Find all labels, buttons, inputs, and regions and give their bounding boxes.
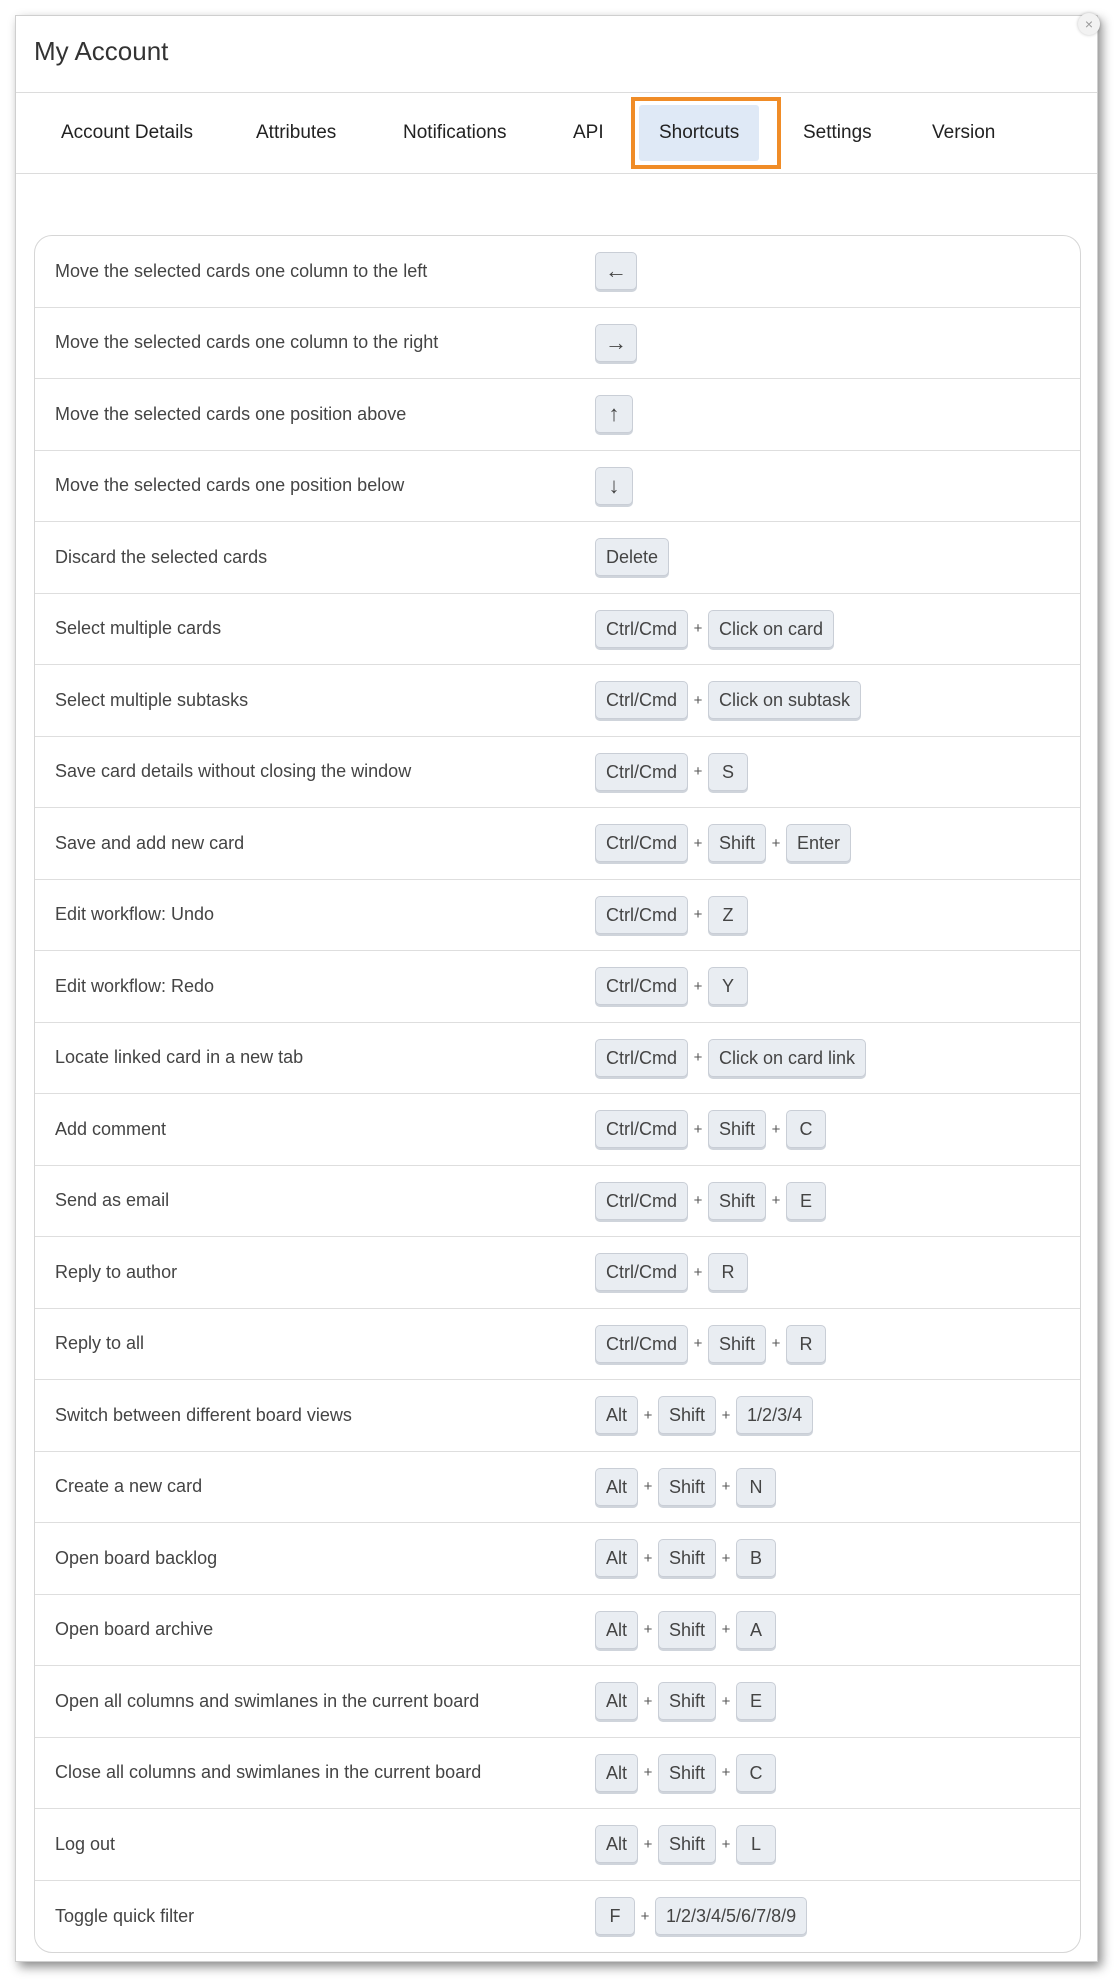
shortcut-row bbox=[35, 880, 1080, 952]
my-account-dialog bbox=[15, 15, 1098, 1962]
shortcut-description: Move the selected cards one column to the right bbox=[55, 332, 439, 353]
shortcut-keys bbox=[595, 1110, 826, 1148]
key-cap: ↑ bbox=[595, 395, 633, 433]
shortcut-keys bbox=[595, 1754, 776, 1792]
key-cap: Alt bbox=[595, 1611, 638, 1649]
shortcut-keys bbox=[595, 538, 669, 576]
shortcut-keys bbox=[595, 1682, 776, 1720]
shortcut-description: Open all columns and swimlanes in the current board bbox=[55, 1690, 480, 1711]
key-cap: S bbox=[708, 753, 748, 791]
shortcut-description: Select multiple cards bbox=[55, 618, 222, 639]
plus-separator: + bbox=[643, 1692, 653, 1710]
key-cap: → bbox=[595, 324, 637, 362]
shortcut-row bbox=[35, 594, 1080, 666]
key-cap: Shift bbox=[658, 1682, 716, 1720]
key-cap: Shift bbox=[708, 1325, 766, 1363]
key-cap: Alt bbox=[595, 1539, 638, 1577]
shortcut-row bbox=[35, 1881, 1080, 1953]
key-cap: Ctrl/Cmd bbox=[595, 1253, 688, 1291]
shortcut-row bbox=[35, 1523, 1080, 1595]
shortcut-row bbox=[35, 1309, 1080, 1381]
key-cap: 1/2/3/4 bbox=[736, 1396, 813, 1434]
shortcut-description: Save card details without closing the window bbox=[55, 761, 412, 782]
key-cap: Shift bbox=[658, 1611, 716, 1649]
key-cap: R bbox=[708, 1253, 748, 1291]
plus-separator: + bbox=[721, 1478, 731, 1496]
key-cap: Alt bbox=[595, 1682, 638, 1720]
tab-bar bbox=[16, 93, 1097, 174]
key-cap: Click on subtask bbox=[708, 681, 861, 719]
key-cap: E bbox=[736, 1682, 776, 1720]
plus-separator: + bbox=[693, 977, 703, 995]
shortcut-description: Locate linked card in a new tab bbox=[55, 1047, 304, 1068]
shortcut-description: Open board backlog bbox=[55, 1547, 218, 1568]
shortcut-row bbox=[35, 1738, 1080, 1810]
shortcut-row bbox=[35, 451, 1080, 523]
shortcut-row bbox=[35, 1452, 1080, 1524]
shortcut-keys bbox=[595, 1325, 826, 1363]
shortcut-row bbox=[35, 1094, 1080, 1166]
key-cap: C bbox=[786, 1110, 826, 1148]
shortcut-keys bbox=[595, 1825, 776, 1863]
shortcut-keys bbox=[595, 967, 748, 1005]
shortcut-keys bbox=[595, 610, 834, 648]
plus-separator: + bbox=[721, 1764, 731, 1782]
plus-separator: + bbox=[643, 1406, 653, 1424]
key-cap: Shift bbox=[658, 1754, 716, 1792]
shortcut-keys bbox=[595, 1611, 776, 1649]
shortcut-keys bbox=[595, 1539, 776, 1577]
plus-separator: + bbox=[693, 1049, 703, 1067]
plus-separator: + bbox=[771, 1192, 781, 1210]
key-cap: N bbox=[736, 1468, 776, 1506]
key-cap: Shift bbox=[658, 1468, 716, 1506]
shortcut-keys bbox=[595, 824, 851, 862]
shortcut-row bbox=[35, 1595, 1080, 1667]
key-cap: Ctrl/Cmd bbox=[595, 824, 688, 862]
plus-separator: + bbox=[721, 1549, 731, 1567]
shortcut-row bbox=[35, 1380, 1080, 1452]
key-cap: R bbox=[786, 1325, 826, 1363]
plus-separator: + bbox=[693, 1120, 703, 1138]
shortcut-keys bbox=[595, 395, 633, 433]
key-cap: Ctrl/Cmd bbox=[595, 896, 688, 934]
shortcut-description: Log out bbox=[55, 1833, 116, 1854]
key-cap: E bbox=[786, 1182, 826, 1220]
plus-separator: + bbox=[721, 1692, 731, 1710]
dialog-header bbox=[16, 16, 1097, 93]
close-icon[interactable]: × bbox=[1078, 13, 1100, 35]
shortcut-row bbox=[35, 236, 1080, 308]
shortcut-description: Save and add new card bbox=[55, 832, 245, 853]
shortcut-keys bbox=[595, 1468, 776, 1506]
plus-separator: + bbox=[771, 834, 781, 852]
shortcut-row bbox=[35, 379, 1080, 451]
tab-notifications[interactable]: Notifications bbox=[403, 122, 507, 143]
shortcut-description: Toggle quick filter bbox=[55, 1905, 195, 1926]
shortcut-keys bbox=[595, 681, 861, 719]
shortcut-keys bbox=[595, 1396, 813, 1434]
shortcut-description: Switch between different board views bbox=[55, 1404, 352, 1425]
shortcut-description: Edit workflow: Undo bbox=[55, 904, 215, 925]
key-cap: ↓ bbox=[595, 467, 633, 505]
key-cap: Ctrl/Cmd bbox=[595, 753, 688, 791]
shortcut-description: Close all columns and swimlanes in the current board bbox=[55, 1762, 482, 1783]
tab-api[interactable]: API bbox=[573, 122, 604, 143]
key-cap: Alt bbox=[595, 1825, 638, 1863]
plus-separator: + bbox=[643, 1478, 653, 1496]
key-cap: Shift bbox=[708, 1182, 766, 1220]
shortcut-description: Move the selected cards one column to the left bbox=[55, 260, 428, 281]
tab-shortcuts[interactable] bbox=[631, 97, 781, 169]
key-cap: Click on card bbox=[708, 610, 834, 648]
shortcut-description: Reply to author bbox=[55, 1261, 178, 1282]
key-cap: Click on card link bbox=[708, 1039, 866, 1077]
shortcut-description: Create a new card bbox=[55, 1476, 203, 1497]
plus-separator: + bbox=[640, 1907, 650, 1925]
shortcut-keys bbox=[595, 1039, 866, 1077]
plus-separator: + bbox=[693, 763, 703, 781]
plus-separator: + bbox=[643, 1621, 653, 1639]
plus-separator: + bbox=[693, 1192, 703, 1210]
key-cap: Ctrl/Cmd bbox=[595, 681, 688, 719]
shortcut-keys bbox=[595, 896, 748, 934]
shortcut-description: Send as email bbox=[55, 1190, 170, 1211]
plus-separator: + bbox=[643, 1764, 653, 1782]
key-cap: Delete bbox=[595, 538, 669, 576]
key-cap: Ctrl/Cmd bbox=[595, 1110, 688, 1148]
shortcut-description: Move the selected cards one position below bbox=[55, 475, 405, 496]
plus-separator: + bbox=[693, 691, 703, 709]
shortcut-row bbox=[35, 1166, 1080, 1238]
shortcut-description: Discard the selected cards bbox=[55, 546, 268, 567]
shortcut-description: Select multiple subtasks bbox=[55, 689, 249, 710]
key-cap: Shift bbox=[658, 1396, 716, 1434]
shortcut-row bbox=[35, 1237, 1080, 1309]
shortcut-keys bbox=[595, 1182, 826, 1220]
key-cap: Ctrl/Cmd bbox=[595, 1325, 688, 1363]
shortcut-row bbox=[35, 1023, 1080, 1095]
key-cap: Alt bbox=[595, 1754, 638, 1792]
dialog-title: My Account bbox=[34, 35, 169, 66]
plus-separator: + bbox=[643, 1835, 653, 1853]
key-cap: F bbox=[595, 1897, 635, 1935]
plus-separator: + bbox=[693, 1263, 703, 1281]
key-cap: Ctrl/Cmd bbox=[595, 967, 688, 1005]
plus-separator: + bbox=[721, 1406, 731, 1424]
key-cap: C bbox=[736, 1754, 776, 1792]
plus-separator: + bbox=[721, 1621, 731, 1639]
key-cap: Shift bbox=[658, 1539, 716, 1577]
shortcut-row bbox=[35, 308, 1080, 380]
tab-shortcuts-label: Shortcuts bbox=[639, 105, 759, 161]
shortcut-keys bbox=[595, 1897, 807, 1935]
plus-separator: + bbox=[771, 1335, 781, 1353]
shortcut-row bbox=[35, 522, 1080, 594]
tab-settings[interactable]: Settings bbox=[803, 122, 872, 143]
shortcut-keys bbox=[595, 1253, 748, 1291]
shortcut-keys bbox=[595, 252, 637, 290]
tab-version[interactable]: Version bbox=[932, 122, 996, 143]
key-cap: Ctrl/Cmd bbox=[595, 1182, 688, 1220]
shortcut-row bbox=[35, 737, 1080, 809]
shortcuts-table bbox=[34, 235, 1081, 1953]
plus-separator: + bbox=[721, 1835, 731, 1853]
shortcut-row bbox=[35, 1809, 1080, 1881]
key-cap: 1/2/3/4/5/6/7/8/9 bbox=[655, 1897, 807, 1935]
shortcut-keys bbox=[595, 467, 633, 505]
key-cap: Shift bbox=[708, 1110, 766, 1148]
plus-separator: + bbox=[693, 1335, 703, 1353]
shortcut-row bbox=[35, 808, 1080, 880]
plus-separator: + bbox=[693, 906, 703, 924]
shortcut-description: Reply to all bbox=[55, 1333, 145, 1354]
shortcut-description: Add comment bbox=[55, 1118, 167, 1139]
key-cap: Shift bbox=[658, 1825, 716, 1863]
key-cap: B bbox=[736, 1539, 776, 1577]
key-cap: Z bbox=[708, 896, 748, 934]
key-cap: ← bbox=[595, 252, 637, 290]
key-cap: L bbox=[736, 1825, 776, 1863]
plus-separator: + bbox=[693, 834, 703, 852]
shortcut-description: Open board archive bbox=[55, 1619, 214, 1640]
key-cap: Ctrl/Cmd bbox=[595, 1039, 688, 1077]
key-cap: Alt bbox=[595, 1468, 638, 1506]
plus-separator: + bbox=[771, 1120, 781, 1138]
key-cap: Alt bbox=[595, 1396, 638, 1434]
key-cap: Y bbox=[708, 967, 748, 1005]
plus-separator: + bbox=[693, 620, 703, 638]
shortcut-description: Edit workflow: Redo bbox=[55, 975, 215, 996]
shortcut-keys bbox=[595, 324, 637, 362]
shortcut-row bbox=[35, 1666, 1080, 1738]
key-cap: Shift bbox=[708, 824, 766, 862]
shortcut-keys bbox=[595, 753, 748, 791]
key-cap: A bbox=[736, 1611, 776, 1649]
plus-separator: + bbox=[643, 1549, 653, 1567]
shortcut-description: Move the selected cards one position above bbox=[55, 403, 407, 424]
key-cap: Ctrl/Cmd bbox=[595, 610, 688, 648]
tab-account-details[interactable]: Account Details bbox=[61, 122, 194, 143]
shortcut-row bbox=[35, 951, 1080, 1023]
tab-attributes[interactable]: Attributes bbox=[256, 122, 337, 143]
shortcut-row bbox=[35, 665, 1080, 737]
key-cap: Enter bbox=[786, 824, 851, 862]
